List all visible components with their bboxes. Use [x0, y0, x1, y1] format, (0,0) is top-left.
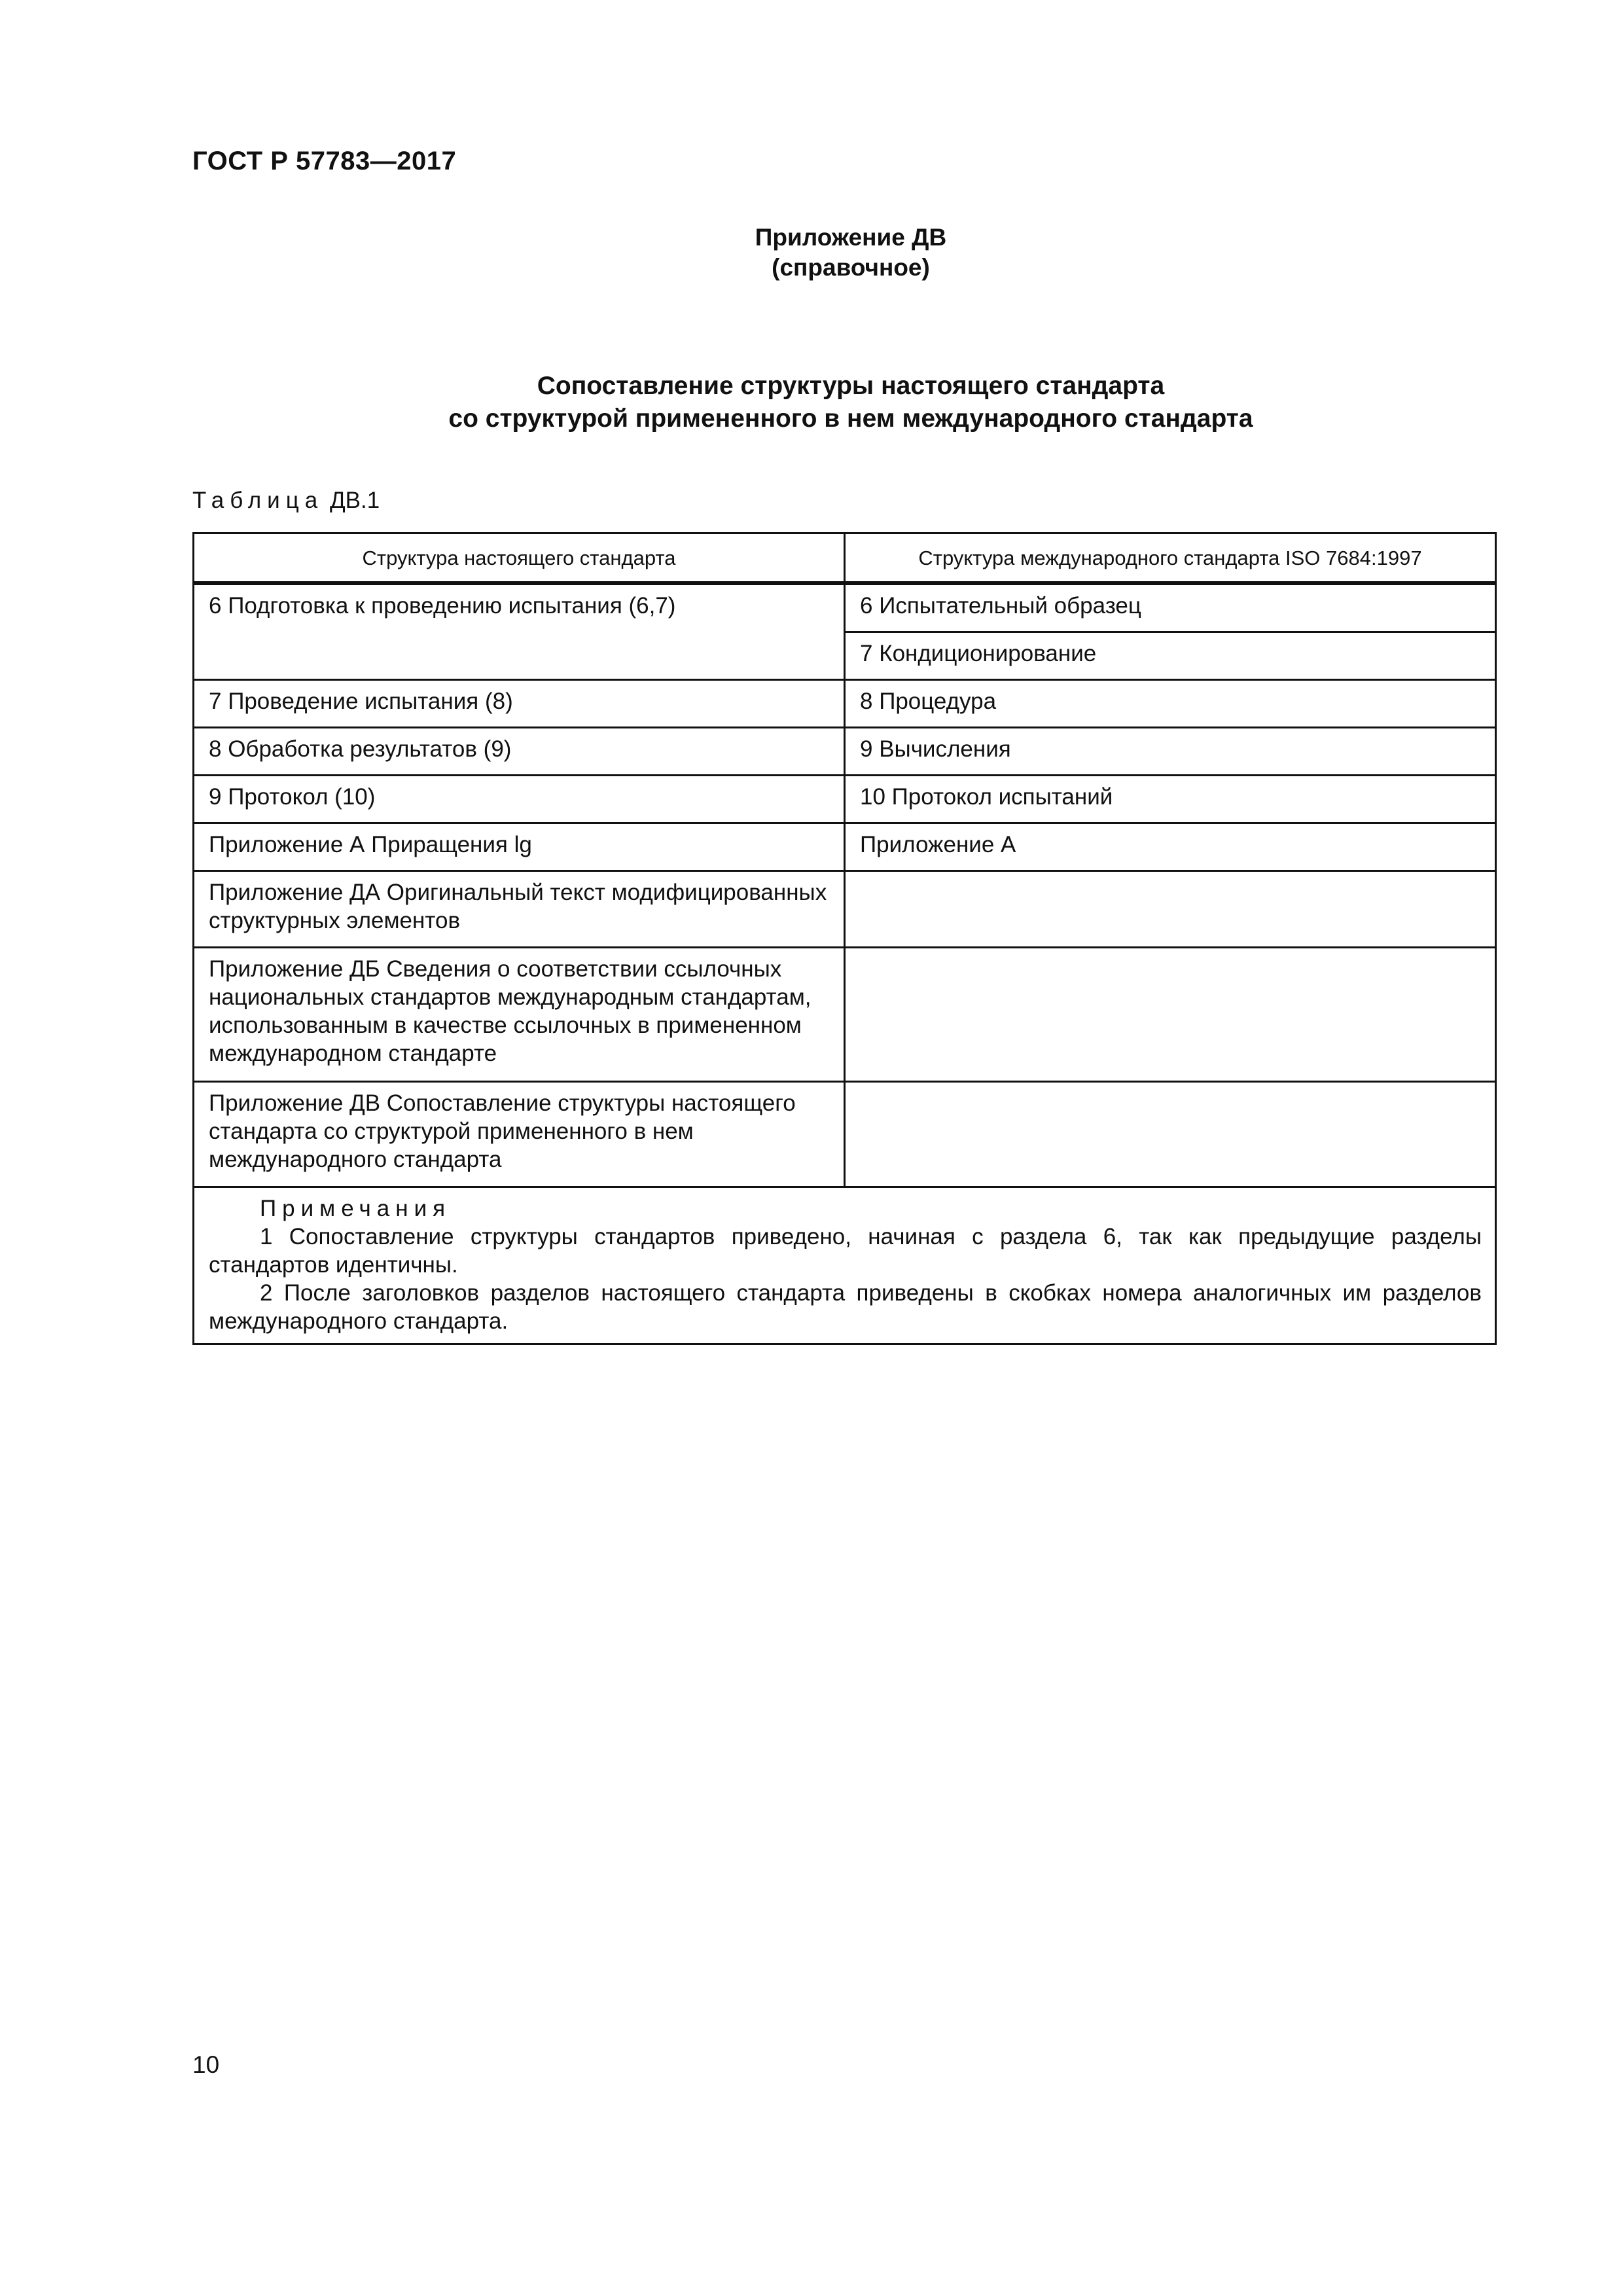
column-header-national: Структура настоящего стандарта [194, 533, 845, 584]
table-cell-left: Приложение А Приращения lg [194, 823, 845, 871]
table-row [194, 871, 1496, 948]
structure-comparison-table [192, 532, 1497, 1345]
page-number: 10 [192, 2051, 220, 2078]
table-cell-right: 6 Испытательный образец [845, 583, 1496, 632]
document-code: ГОСТ Р 57783—2017 [192, 147, 457, 175]
table-title-line-1: Сопоставление структуры настоящего стандарта [537, 372, 1165, 400]
table-header-row [194, 533, 1496, 584]
table-cell-left: Приложение ДА Оригинальный текст модифицированных структурных элементов [194, 871, 845, 948]
table-label-number: ДВ.1 [329, 488, 380, 513]
table-cell-left: 6 Подготовка к проведению испытания (6,7) [194, 583, 845, 680]
table-title-line-2: со структурой примененного в нем международного стандарта [448, 404, 1253, 433]
table-cell-left: Приложение ДВ Сопоставление структуры настоящего стандарта со структурой примененного в нем международного стандарта [194, 1082, 845, 1187]
notes-cell [194, 1187, 1496, 1344]
table-cell-right: 10 Протокол испытаний [845, 776, 1496, 823]
annex-title: Приложение ДВ [755, 224, 947, 251]
table-label [192, 488, 380, 514]
table-cell-right: 7 Кондиционирование [845, 632, 1496, 680]
annex-kind: (справочное) [772, 254, 930, 281]
table-row [194, 948, 1496, 1082]
table-cell-left: 7 Проведение испытания (8) [194, 680, 845, 728]
table-cell-right-empty [845, 871, 1496, 948]
notes-row [194, 1187, 1496, 1344]
table-row [194, 823, 1496, 871]
table-cell-right: 8 Процедура [845, 680, 1496, 728]
table-cell-left: 8 Обработка результатов (9) [194, 728, 845, 776]
table-row [194, 776, 1496, 823]
table-cell-left: 9 Протокол (10) [194, 776, 845, 823]
table-row [194, 1082, 1496, 1187]
table-row [194, 680, 1496, 728]
table-row [194, 583, 1496, 632]
table-cell-right-empty [845, 1082, 1496, 1187]
annex-heading [0, 223, 1623, 283]
table-cell-left: Приложение ДБ Сведения о соответствии ссылочных национальных стандартов международным стандартам, использованным в качестве ссылочных в примененном международном стандарте [194, 948, 845, 1082]
table-cell-right: 9 Вычисления [845, 728, 1496, 776]
table-row [194, 728, 1496, 776]
notes-title: Примечания [260, 1196, 452, 1221]
table-cell-right: Приложение А [845, 823, 1496, 871]
note-item-2: 2 После заголовков разделов настоящего стандарта приведены в скобках номера аналогичных им разделов международного стандарта. [209, 1280, 1482, 1334]
column-header-international: Структура международного стандарта ISO 7684:1997 [845, 533, 1496, 584]
table-label-prefix: Таблица [192, 488, 324, 513]
table-title [0, 370, 1623, 435]
table-cell-right-empty [845, 948, 1496, 1082]
note-item-1: 1 Сопоставление структуры стандартов приведено, начиная с раздела 6, так как предыдущие разделы стандартов идентичны. [209, 1224, 1482, 1278]
